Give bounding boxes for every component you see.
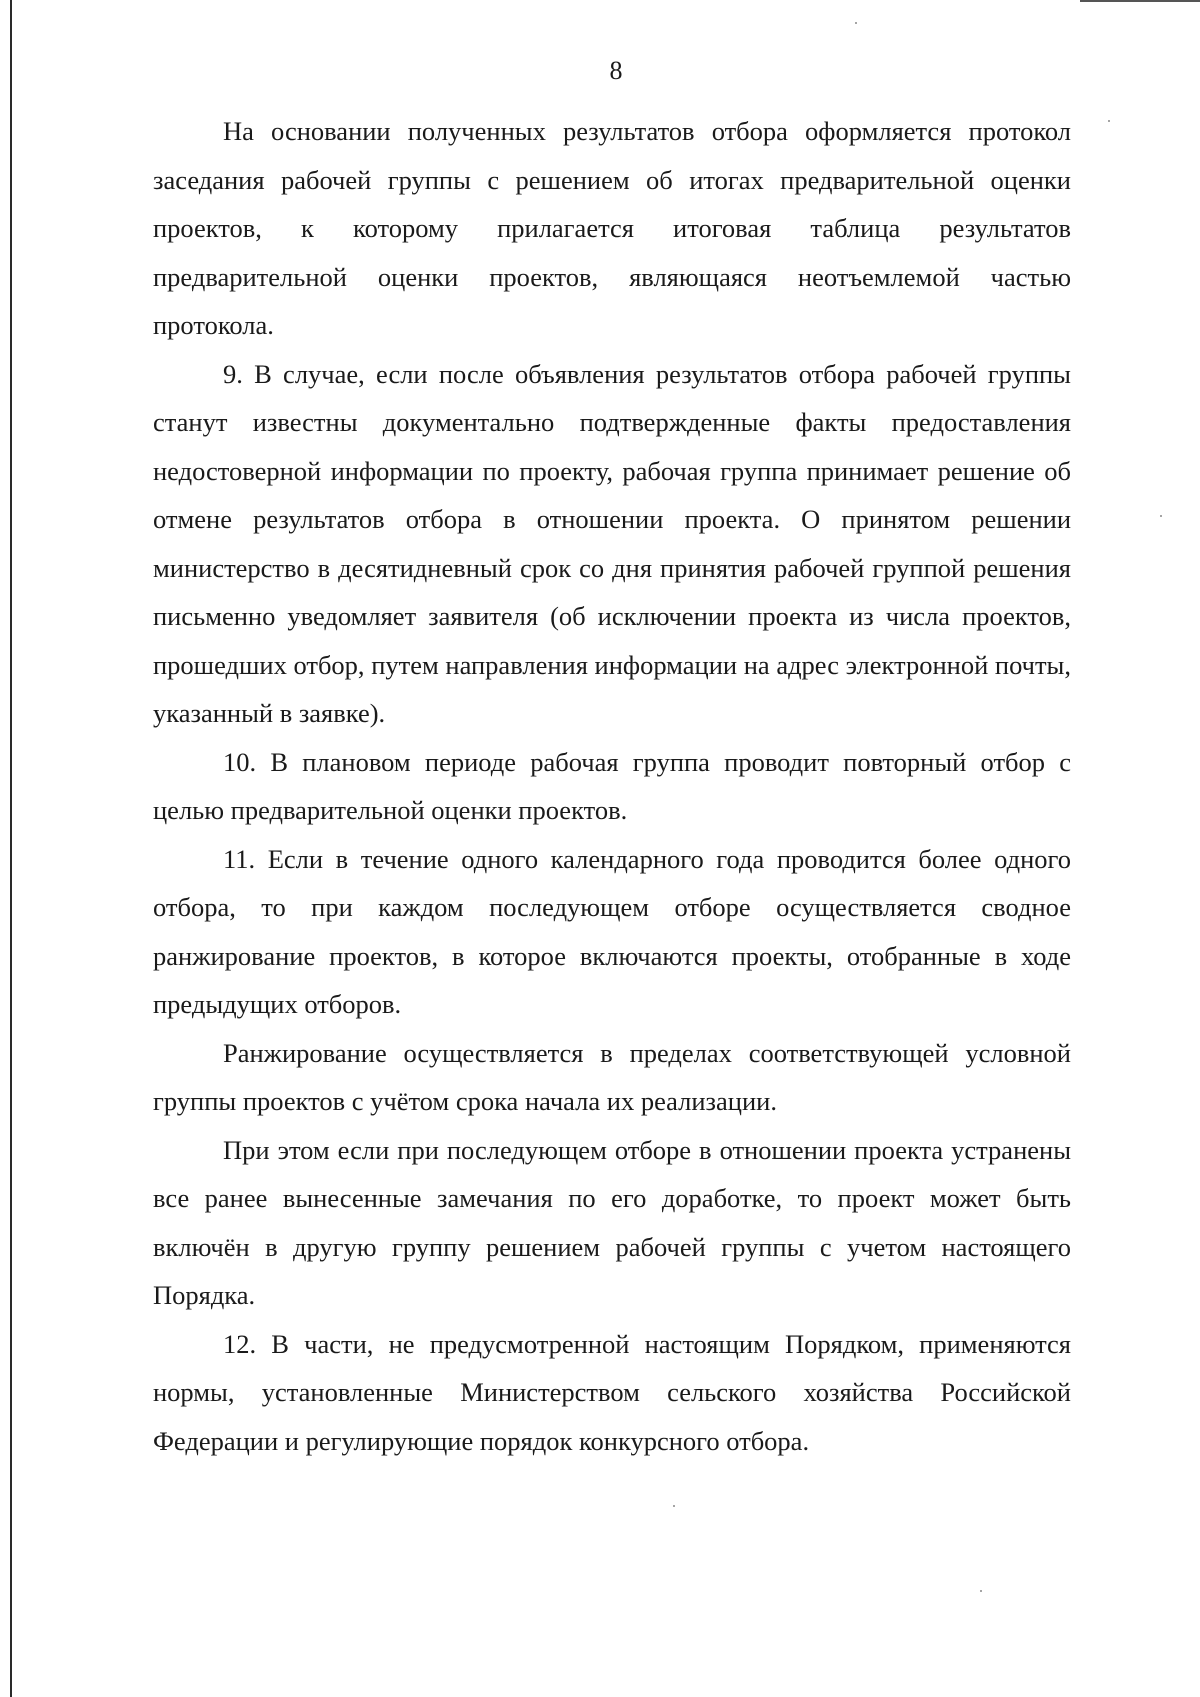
- scan-speck: [980, 1590, 982, 1592]
- scan-edge-top: [1080, 0, 1200, 2]
- scan-speck: [673, 1505, 675, 1507]
- paragraph-ranking-groups: Ранжирование осуществляется в пределах соответствующей условной группы проектов с учётом срока начала их реализации.: [153, 1037, 1071, 1116]
- scan-speck: [1108, 120, 1110, 122]
- paragraph-protocol: На основании полученных результатов отбора оформляется протокол заседания рабочей группы с решением об итогах предварительной оценки проектов, к которому прилагается итоговая таблица результатов предварительной оценки проектов, являющаяся неотъемлемой частью протокола.: [153, 116, 1071, 340]
- paragraph-10-repeat-selection: 10. В плановом периоде рабочая группа проводит повторный отбор с целью предварительной оценки проектов.: [153, 746, 1071, 825]
- scan-speck: [1160, 515, 1162, 517]
- document-body: [153, 107, 1071, 1465]
- scan-speck: [855, 22, 857, 24]
- paragraph-regrouping: При этом если при последующем отборе в отношении проекта устранены все ранее вынесенные замечания по его доработке, то проект может быть включён в другую группу решением рабочей группы с учетом настоящего Порядка.: [153, 1134, 1071, 1310]
- page-number: 8: [609, 56, 623, 85]
- paragraph-12-norms: 12. В части, не предусмотренной настоящим Порядком, применяются нормы, установленные Министерством сельского хозяйства Российской Федерации и регулирующие порядок конкурсного отбора.: [153, 1328, 1071, 1456]
- scan-edge-left: [10, 0, 12, 1697]
- paragraph-11-ranking: 11. Если в течение одного календарного года проводится более одного отбора, то при каждом последующем отборе осуществляется сводное ранжирование проектов, в которое включаются проекты, отобранные в ходе предыдущих отборов.: [153, 843, 1071, 1019]
- paragraph-9-cancellation: 9. В случае, если после объявления результатов отбора рабочей группы станут известны документально подтвержденные факты предоставления недостоверной информации по проекту, рабочая группа принимает решение об отмене результатов отбора в отношении проекта. О принятом решении министерство в десятидневный срок со дня принятия рабочей группой решения письменно уведомляет заявителя (об исключении проекта из числа проектов, прошедших отбор, путем направления информации на адрес электронной почты, указанный в заявке).: [153, 358, 1071, 728]
